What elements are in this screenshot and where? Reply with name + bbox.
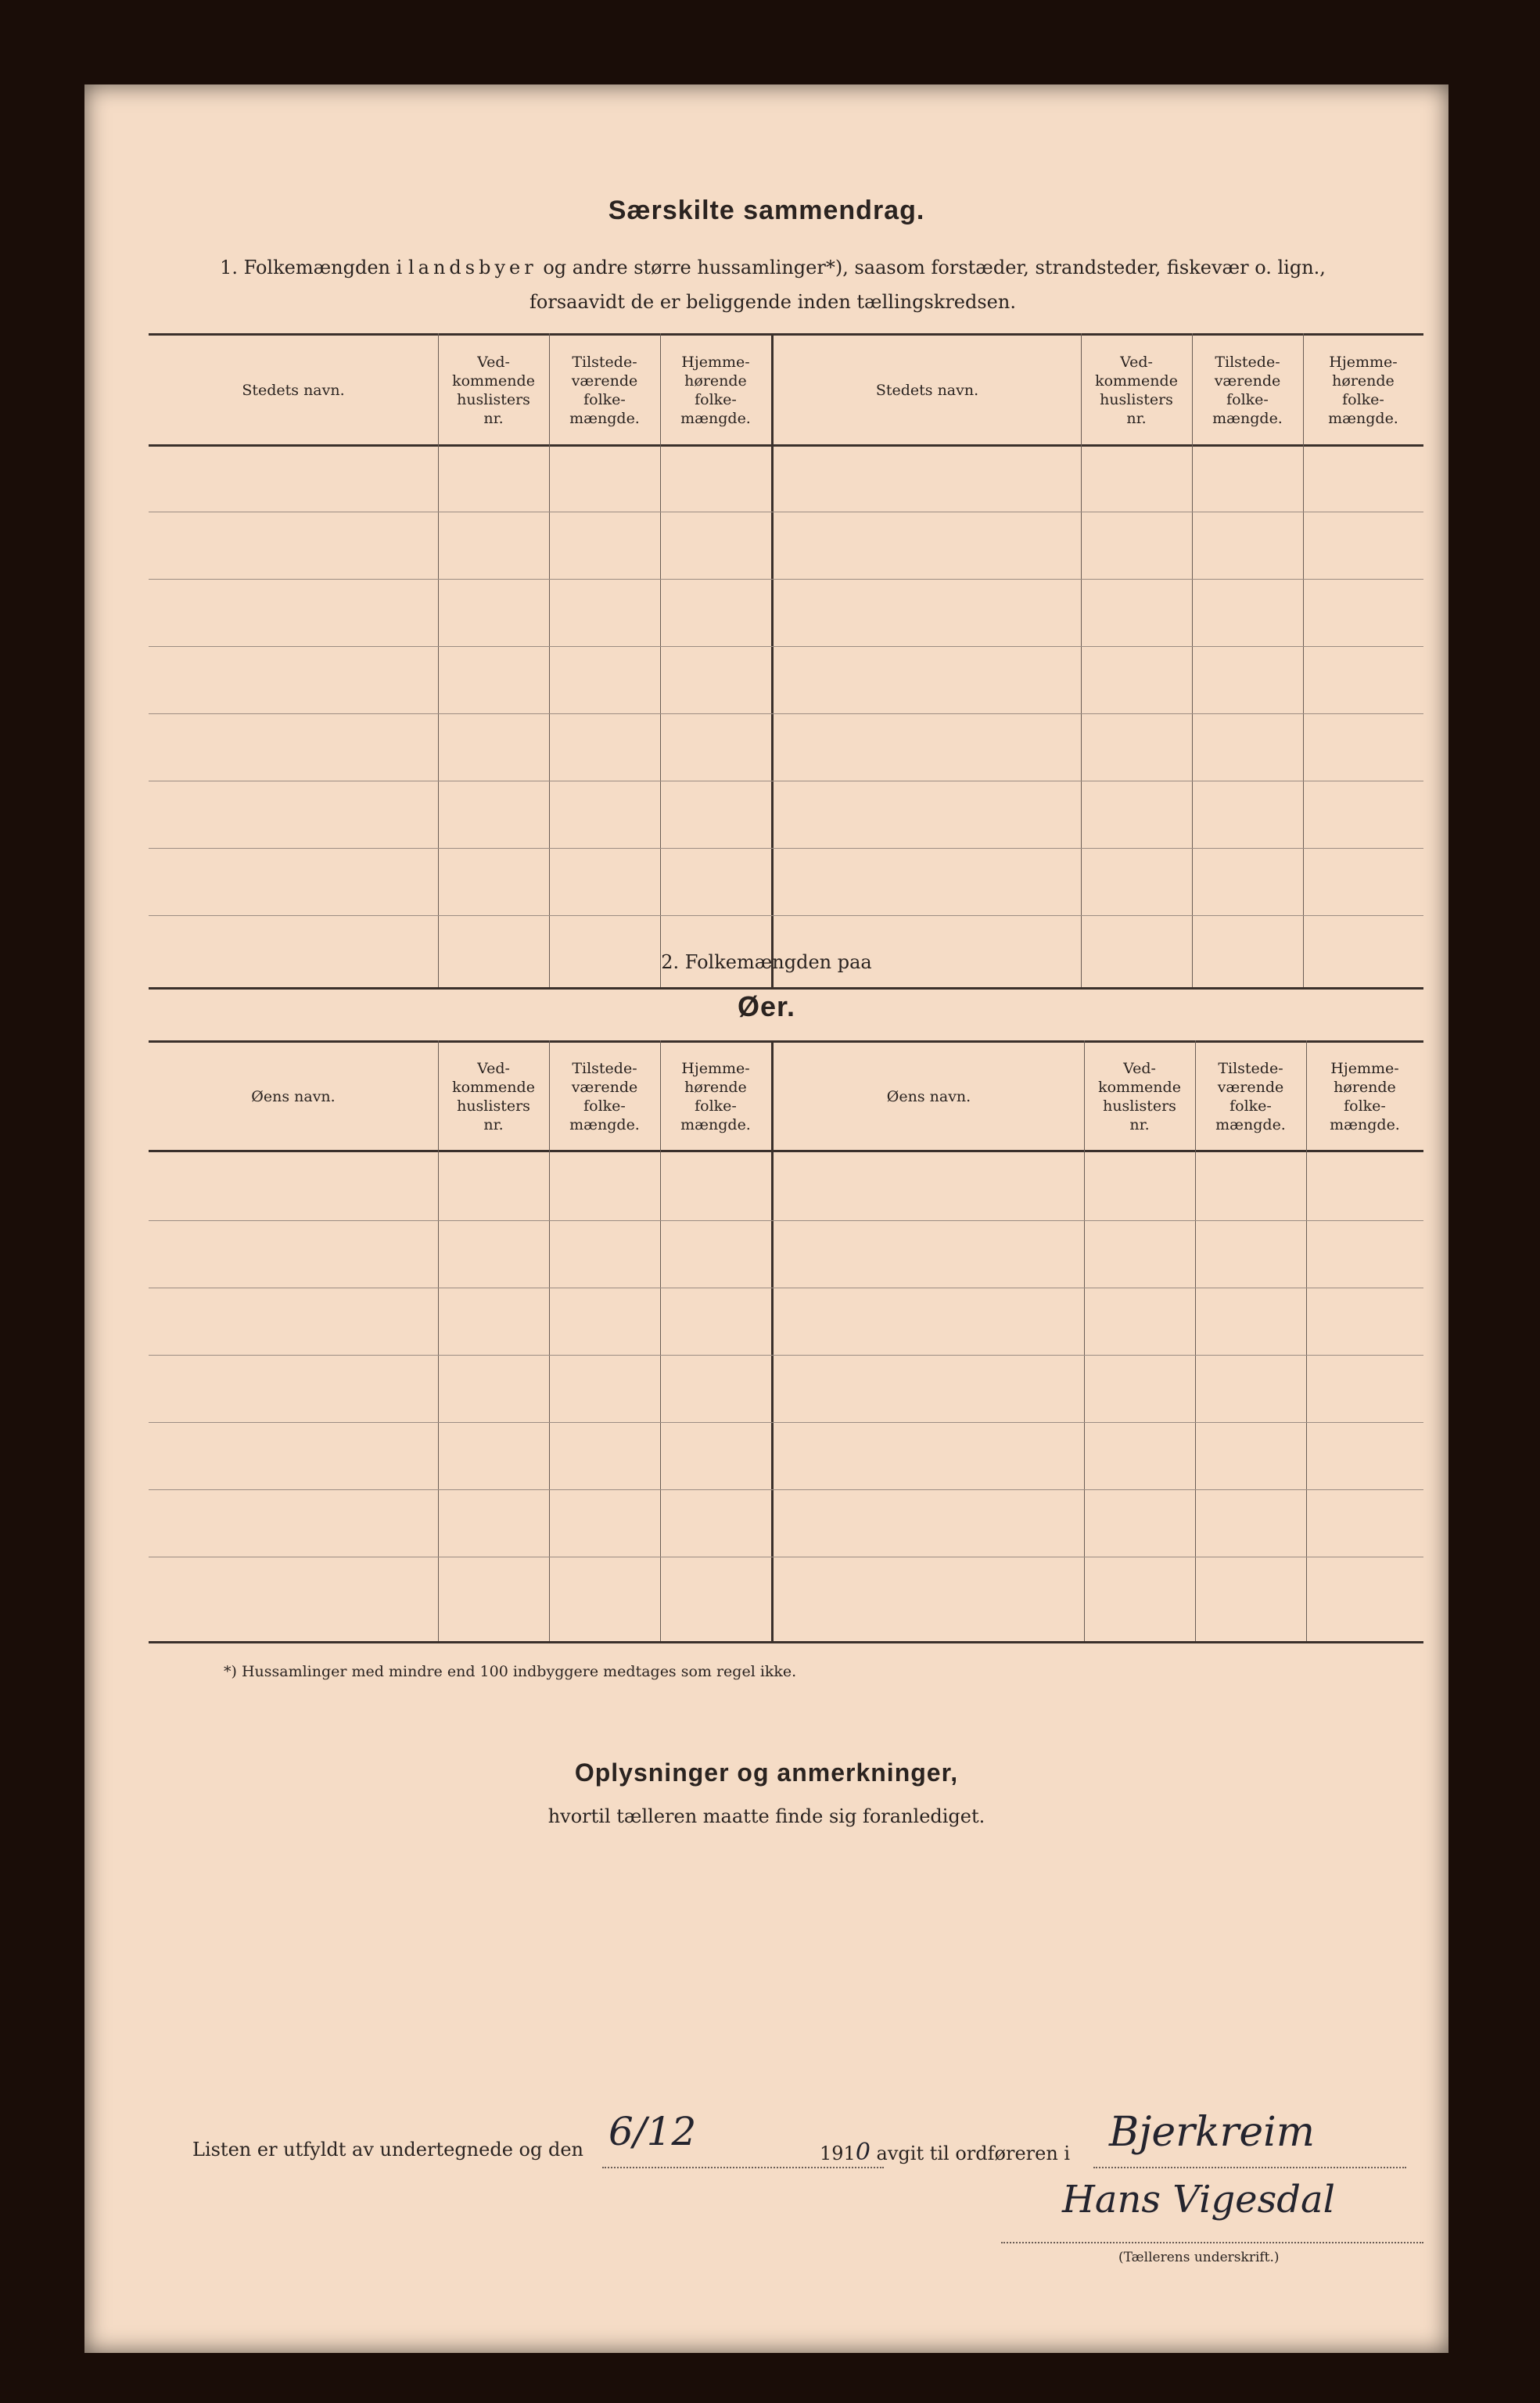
header-resident-population-right: Hjemme- hørende folke- mængde.: [1328, 354, 1398, 427]
header-resident-population: Hjemme- hørende folke- mængde.: [680, 354, 751, 427]
header-island-resident-population: Hjemme- hørende folke- mængde.: [680, 1060, 751, 1133]
remarks-subtitle: hvortil tælleren maatte finde sig foranlediget.: [547, 1805, 985, 1827]
section1-line1-part2: og andre større hussamlinger*), saasom forstæder, strandsteder, fiskevær o. lign.,: [543, 257, 1326, 278]
header-present-population: Tilstede- værende folke- mængde.: [569, 354, 640, 427]
header-island-household-list-no: Ved- kommende huslisters nr.: [452, 1060, 535, 1133]
signature-text-after: avgit til ordføreren i: [876, 2143, 1071, 2164]
header-island-name: Øens navn.: [251, 1088, 336, 1105]
header-household-list-no-right: Ved- kommende huslisters nr.: [1095, 354, 1178, 427]
header-island-present-population-right: Tilstede- værende folke- mængde.: [1215, 1060, 1286, 1133]
header-island-resident-population-right: Hjemme- hørende folke- mængde.: [1330, 1060, 1400, 1133]
section1-line2: forsaavidt de er beliggende inden tællingskredsen.: [529, 291, 1016, 313]
page-title: Særskilte sammendrag.: [608, 196, 925, 225]
handwritten-date: 6/12: [608, 2109, 697, 2154]
section2-heading: Øer.: [737, 990, 796, 1022]
table-settlements: [149, 333, 1423, 990]
signature-text-before: Listen er utfyldt av undertegnede og den: [192, 2139, 584, 2161]
handwritten-signature: Hans Vigesdal: [1062, 2178, 1335, 2222]
header-place-name: Stedets navn.: [242, 382, 345, 399]
section1-number: 1.: [220, 257, 238, 278]
section1-intro: [163, 250, 1383, 319]
year-handwritten: 0: [855, 2139, 871, 2166]
handwritten-place: Bjerkreim: [1109, 2109, 1316, 2156]
header-island-household-list-no-right: Ved- kommende huslisters nr.: [1098, 1060, 1181, 1133]
signature-line: [192, 2139, 583, 2161]
remarks-title: Oplysninger og anmerkninger,: [574, 1758, 959, 1787]
header-present-population-right: Tilstede- værende folke- mængde.: [1212, 354, 1283, 427]
table-islands: [149, 1040, 1423, 1650]
signature-year: [820, 2139, 1070, 2166]
header-island-name-right: Øens navn.: [886, 1088, 971, 1105]
footnote: *) Hussamlinger med mindre end 100 indbyggere medtages som regel ikke.: [224, 1663, 797, 1680]
signature-label: (Tællerens underskrift.): [1118, 2250, 1280, 2265]
year-prefix: 191: [820, 2143, 856, 2164]
census-form-page: [84, 84, 1448, 2353]
header-household-list-no: Ved- kommende huslisters nr.: [452, 354, 535, 427]
header-island-present-population: Tilstede- værende folke- mængde.: [569, 1060, 640, 1133]
section1-line1-part1: Folkemængden i: [243, 257, 403, 278]
section1-line1-spaced: landsbyer: [407, 257, 537, 278]
header-place-name-right: Stedets navn.: [875, 382, 979, 399]
section2-line: 2. Folkemængden paa: [661, 951, 872, 973]
